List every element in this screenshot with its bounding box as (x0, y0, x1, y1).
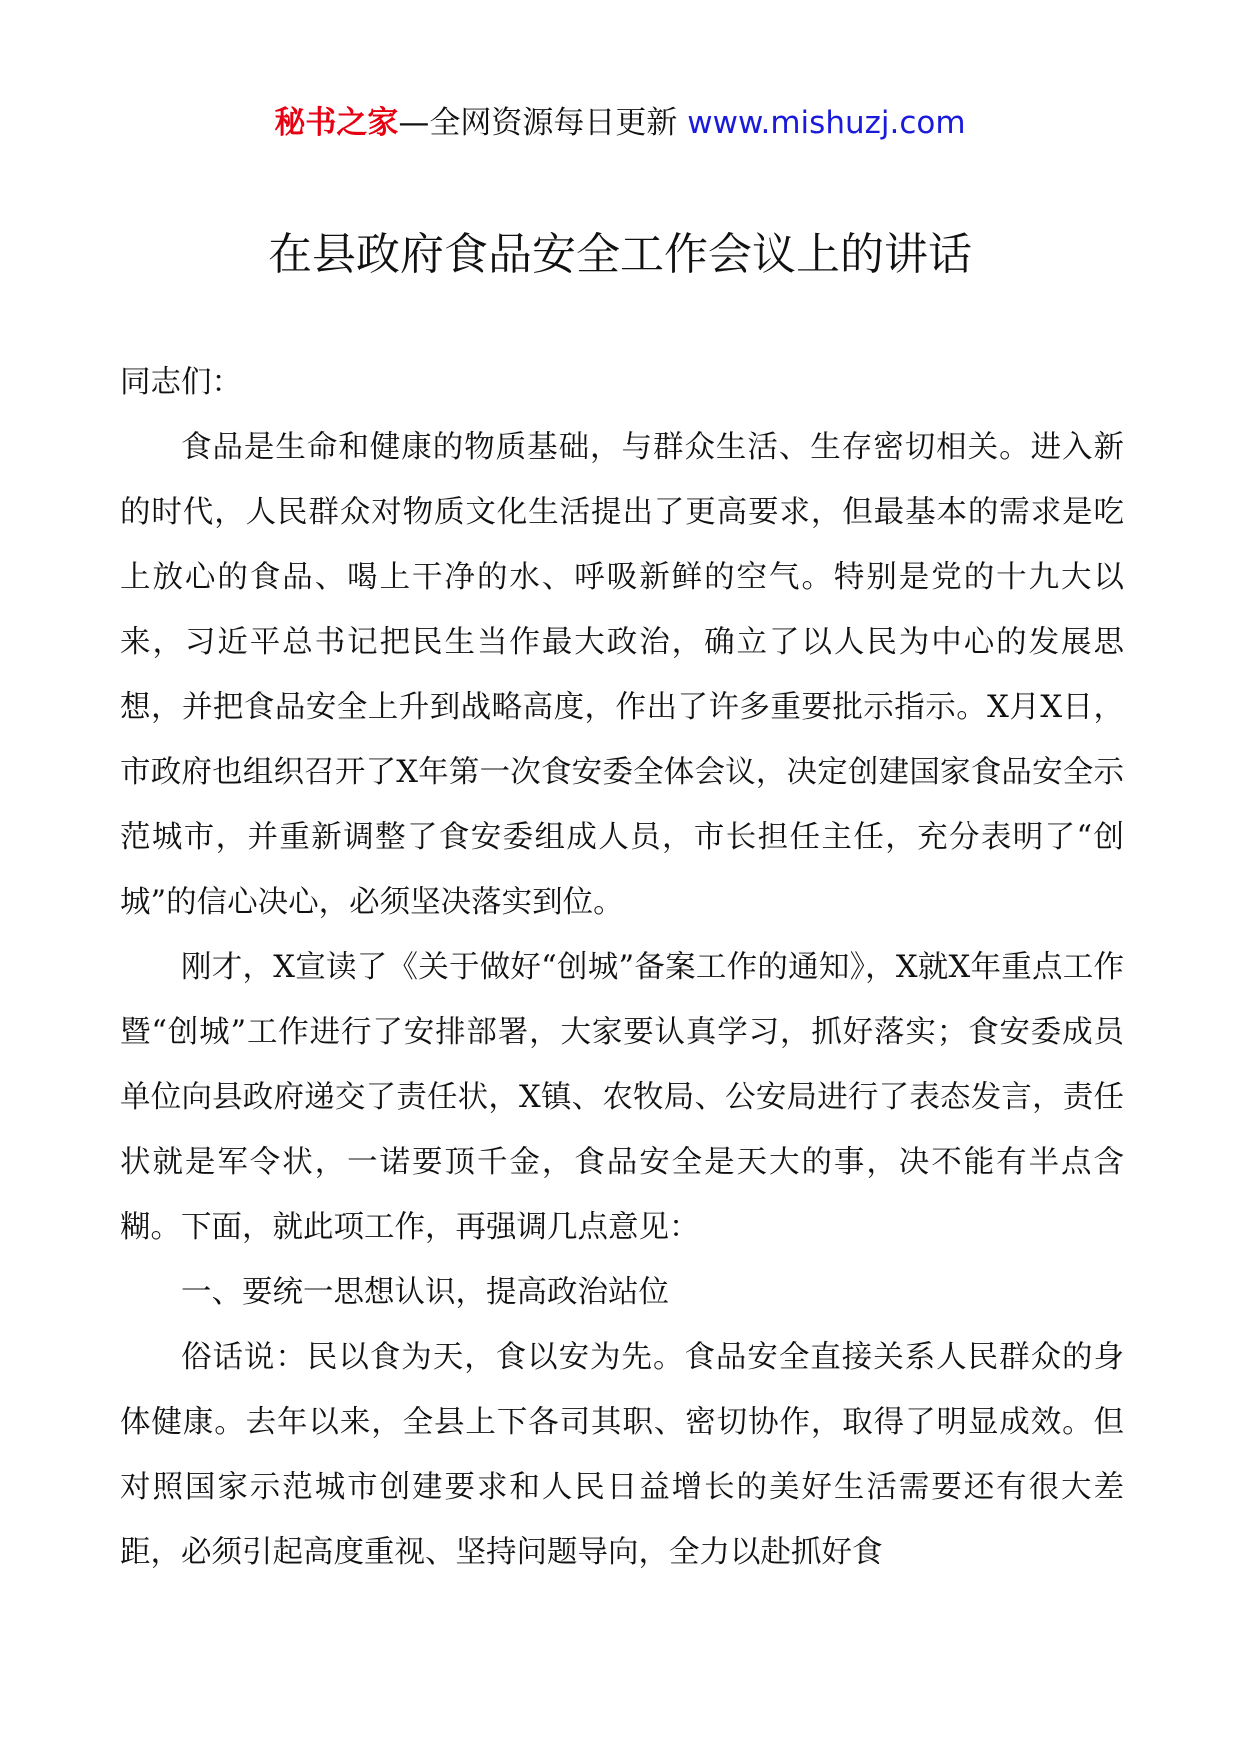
page-header (0, 98, 1240, 148)
header-slogan: —全网资源每日更新 (398, 105, 678, 141)
document-body (120, 350, 1124, 1585)
paragraph-2: 刚才，X宣读了《关于做好“创城”备案工作的通知》，X就X年重点工作暨“创城”工作进行了安排部署，大家要认真学习，抓好落实；食安委成员单位向县政府递交了责任状，X镇、农牧局、公安局进行了表态发言，责任状就是军令状，一诺要顶千金，食品安全是天大的事，决不能有半点含糊。下面，就此项工作，再强调几点意见： (120, 950, 1124, 1245)
document-title: 在县政府食品安全工作会议上的讲话 (268, 229, 972, 280)
header-url-link[interactable]: www.mishuzj.com (687, 105, 966, 141)
section-heading-1: 一、要统一思想认识，提高政治站位 (181, 1275, 669, 1310)
salutation: 同志们： (120, 365, 242, 400)
header-brand: 秘书之家 (274, 105, 399, 141)
paragraph-3: 俗话说：民以食为天，食以安为先。食品安全直接关系人民群众的身体健康。去年以来，全县上下各司其职、密切协作，取得了明显成效。但对照国家示范城市创建要求和人民日益增长的美好生活需要还有很大差距，必须引起高度重视、坚持问题导向，全力以赴抓好食 (120, 1340, 1124, 1570)
paragraph-1: 食品是生命和健康的物质基础，与群众生活、生存密切相关。进入新的时代，人民群众对物质文化生活提出了更高要求，但最基本的需求是吃上放心的食品、喝上干净的水、呼吸新鲜的空气。特别是党的十九大以来，习近平总书记把民生当作最大政治，确立了以人民为中心的发展思想，并把食品安全上升到战略高度，作出了许多重要批示指示。X月X日，市政府也组织召开了X年第一次食安委全体会议，决定创建国家食品安全示范城市，并重新调整了食安委组成人员，市长担任主任，充分表明了“创城”的信心决心，必须坚决落实到位。 (120, 430, 1124, 920)
